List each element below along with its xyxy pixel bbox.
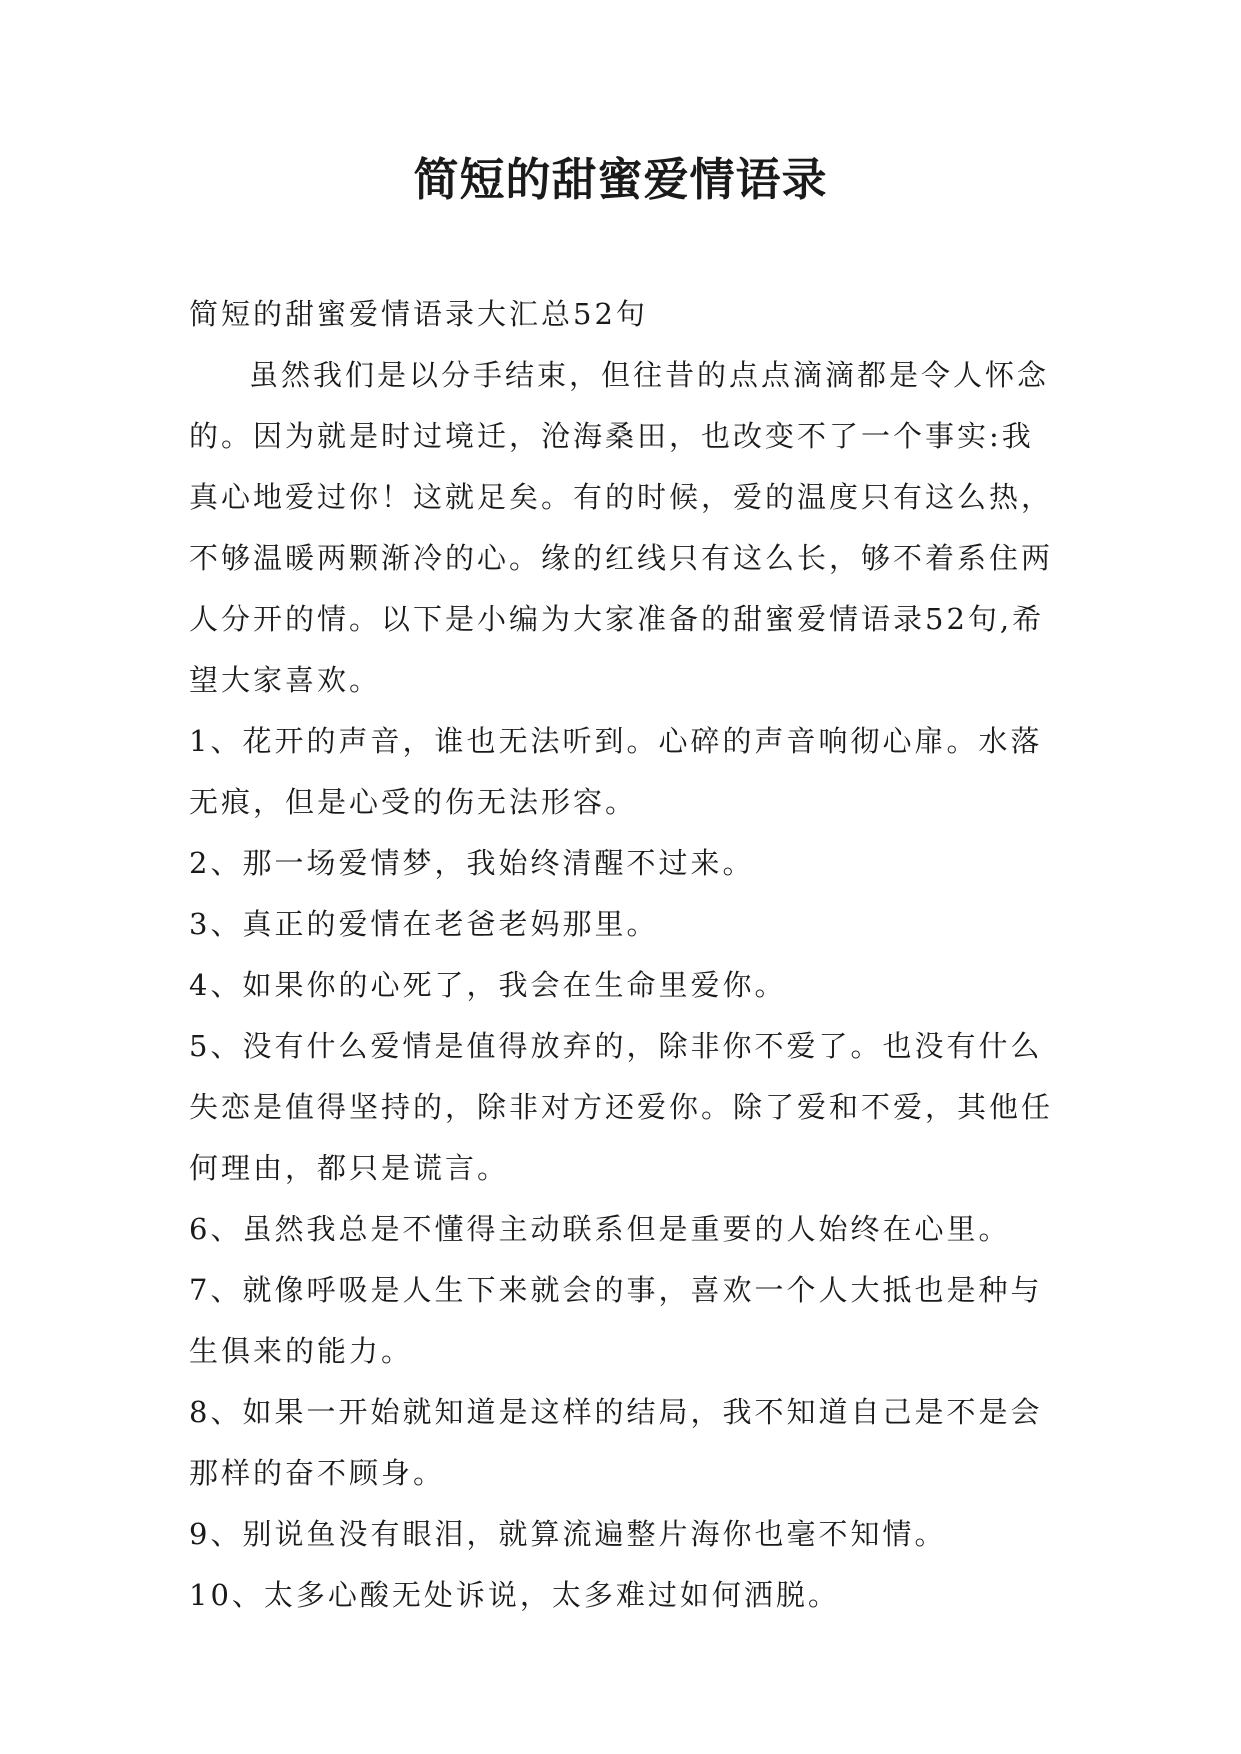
document-subtitle: 简短的甜蜜爱情语录大汇总52句 bbox=[189, 297, 648, 331]
quote-item: 5、没有什么爱情是值得放弃的，除非你不爱了。也没有什么失恋是值得坚持的，除非对方还爱你。除了爱和不爱，其他任何理由，都只是谎言。 bbox=[189, 1029, 1054, 1185]
quote-item: 9、别说鱼没有眼泪，就算流遍整片海你也毫不知情。 bbox=[189, 1517, 947, 1551]
quote-item: 4、如果你的心死了，我会在生命里爱你。 bbox=[189, 968, 787, 1002]
quote-item: 8、如果一开始就知道是这样的结局，我不知道自己是不是会那样的奋不顾身。 bbox=[189, 1395, 1043, 1490]
quote-item: 6、虽然我总是不懂得主动联系但是重要的人始终在心里。 bbox=[189, 1212, 1011, 1246]
document-title: 简短的甜蜜爱情语录 bbox=[413, 153, 828, 206]
intro-paragraph: 虽然我们是以分手结束，但往昔的点点滴滴都是令人怀念的。因为就是时过境迁，沧海桑田，也改变不了一个事实:我真心地爱过你！这就足矣。有的时候，爱的温度只有这么热，不够温暖两颗渐冷的心。缘的红线只有这么长，够不着系住两人分开的情。以下是小编为大家准备的甜蜜爱情语录52句,希望大家喜欢。 bbox=[189, 358, 1054, 697]
quote-item: 7、就像呼吸是人生下来就会的事，喜欢一个人大抵也是种与生俱来的能力。 bbox=[189, 1273, 1043, 1368]
document-body bbox=[189, 284, 1057, 1626]
quote-item: 1、花开的声音，谁也无法听到。心碎的声音响彻心扉。水落无痕，但是心受的伤无法形容。 bbox=[189, 724, 1043, 819]
quote-item: 2、那一场爱情梦，我始终清醒不过来。 bbox=[189, 846, 755, 880]
quote-item: 10、太多心酸无处诉说，太多难过如何洒脱。 bbox=[189, 1578, 840, 1612]
quote-item: 3、真正的爱情在老爸老妈那里。 bbox=[189, 907, 659, 941]
